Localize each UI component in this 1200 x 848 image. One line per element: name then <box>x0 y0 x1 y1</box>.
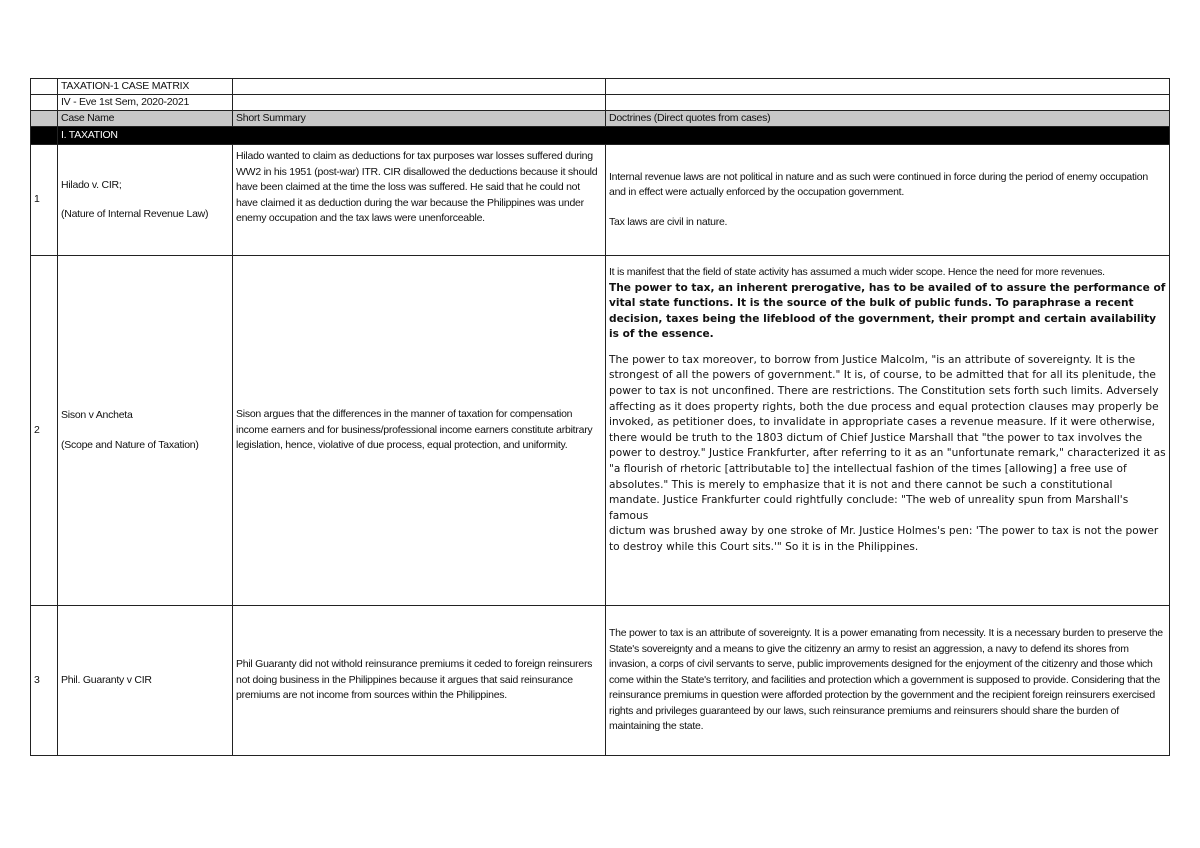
case-name: Hilado v. CIR; <box>61 178 122 191</box>
empty-cell <box>606 79 1170 95</box>
empty-cell <box>233 95 606 111</box>
table-row <box>31 606 1170 756</box>
doctrine-body: The power to tax moreover, to borrow from Justice Malcolm, "is an attribute of sovereignty. It is the strongest of all the powers of government." It is, of course, to be admitted that for all its plenitude, the power to tax is not unconfined. There are restrictions. The Constitution sets forth such limits. Adversely affecting as it does property rights, both the due process and equal protection clauses may properly be invoked, as petitioner does, to invalidate in appropriate cases a revenue measure. If it were otherwise, there would be truth to the 1803 dictum of Chief Justice Marshall that "the power to tax involves the power to destroy." Justice Frankfurter, after referring to it as an "unfortunate remark," characterized it as "a flourish of rhetoric [attributable to] the intellectual fashion of the times [allowing] a free use of absolutes." This is merely to emphasize that it is not and there cannot be such a constitutional mandate. Justice Frankfurter could rightfully conclude: "The web of unreality spun from Marshall's famous dictum was brushed away by one stroke of Mr. Justice Holmes's pen: 'The power to tax is not the power to destroy while this Court sits.'" So it is in the Philippines. <box>609 353 1166 553</box>
case-name-cell <box>58 256 233 606</box>
doctrines-cell <box>606 606 1170 756</box>
matrix-title: TAXATION-1 CASE MATRIX <box>58 79 233 95</box>
case-name-cell <box>58 606 233 756</box>
table-row <box>31 145 1170 256</box>
doctrine-paragraph: Internal revenue laws are not political in nature and as such were continued in force during the period of enemy occupation and in effect were actually enforced by the occupation government. <box>609 170 1148 199</box>
case-matrix-sheet <box>30 78 1169 756</box>
empty-cell <box>233 79 606 95</box>
row-number: 3 <box>31 606 58 756</box>
section-header-row <box>31 127 1170 145</box>
subtitle-row <box>31 95 1170 111</box>
column-header-case-name: Case Name <box>58 111 233 127</box>
row-number: 1 <box>31 145 58 256</box>
empty-cell <box>31 111 58 127</box>
case-name: Phil. Guaranty v CIR <box>61 673 152 686</box>
case-topic: (Nature of Internal Revenue Law) <box>61 208 209 220</box>
title-row <box>31 79 1170 95</box>
column-header-row <box>31 111 1170 127</box>
empty-cell <box>31 95 58 111</box>
short-summary: Sison argues that the differences in the manner of taxation for compensation income earners and for business/professional income earners constitute arbitrary legislation, hence, violative of due process, equal protection, and uniformity. <box>233 256 606 606</box>
doctrine-paragraph: The power to tax is an attribute of sovereignty. It is a power emanating from necessity. It is a necessary burden to preserve the State's sovereignty and a means to give the citizenry an army to resist an aggression, a navy to defend its shores from invasion, a corps of civil servants to serve, public improvements designed for the enjoyment of the citizenry and those which come within the State's territory, and facilities and protection which a government is supposed to provide. Considering that the reinsurance premiums in question were afforded protection by the government and the recipient foreign reinsurers exercised rights and privileges guaranteed by our laws, such reinsurance premiums and reinsurers should share the burden of maintaining the state. <box>609 627 1163 733</box>
column-header-short-summary: Short Summary <box>233 111 606 127</box>
doctrine-paragraph: Tax laws are civil in nature. <box>609 215 728 228</box>
case-name: Sison v Ancheta <box>61 409 133 421</box>
short-summary: Phil Guaranty did not withold reinsurance premiums it ceded to foreign reinsurers not doing business in the Philippines because it argues that said reinsurance premiums are not income from sources within the Philippines. <box>233 606 606 756</box>
doctrine-intro: It is manifest that the field of state activity has assumed a much wider scope. Hence the need for more revenues. <box>609 266 1105 278</box>
empty-cell <box>31 79 58 95</box>
section-label: I. TAXATION <box>58 127 1170 145</box>
doctrines-cell <box>606 256 1170 606</box>
empty-cell <box>31 127 58 145</box>
case-matrix-table <box>30 78 1170 756</box>
row-number: 2 <box>31 256 58 606</box>
doctrine-bold-quote: The power to tax, an inherent prerogative, has to be availed of to assure the performance of vital state functions. It is the source of the bulk of public funds. To paraphrase a recent decision, taxes being the lifeblood of the government, their prompt and certain availability is of the essence. <box>609 281 1166 341</box>
case-topic: (Scope and Nature of Taxation) <box>61 438 199 451</box>
short-summary: Hilado wanted to claim as deductions for tax purposes war losses suffered during WW2 in his 1951 (post-war) ITR. CIR disallowed the deductions because it should have been claimed at the time the loss was suffered. He said that he could not have claimed it as deduction during the war because the Philippines was under enemy occupation and the tax laws were unenforceable. <box>233 145 606 256</box>
matrix-subtitle: IV - Eve 1st Sem, 2020-2021 <box>58 95 233 111</box>
case-name-cell <box>58 145 233 256</box>
empty-cell <box>606 95 1170 111</box>
doctrines-cell <box>606 145 1170 256</box>
column-header-doctrines: Doctrines (Direct quotes from cases) <box>606 111 1170 127</box>
table-row <box>31 256 1170 606</box>
